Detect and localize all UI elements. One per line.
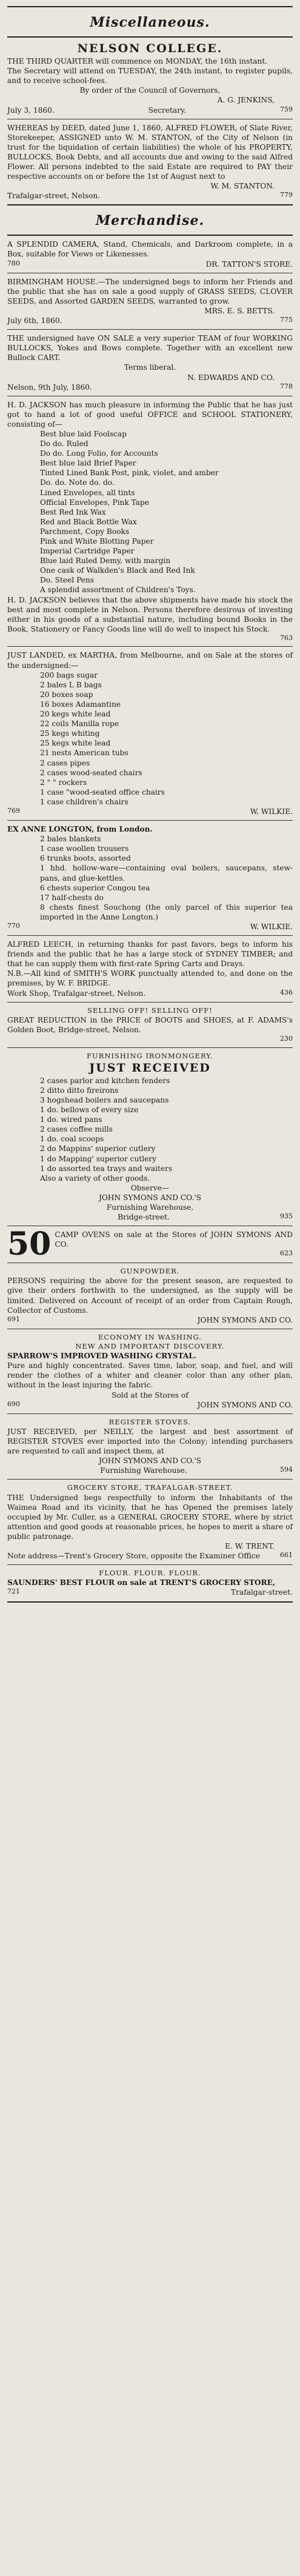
ad-number: 778 bbox=[280, 382, 293, 390]
list-item: 21 nests American tubs bbox=[40, 749, 128, 758]
ad-signer: MRS. E. S. BETTS. bbox=[204, 306, 275, 315]
list-item: 6 chests superior Congou tea bbox=[40, 883, 150, 892]
ad-title: JUST RECEIVED bbox=[89, 1061, 211, 1075]
list-item: Lined Envelopes, all tints bbox=[40, 488, 135, 497]
ad-body: H. D. JACKSON has much pleasure in informing the Public that he has just got to hand a lot of good useful OFFICE and SCHOOL STATIONERY, consisting of— bbox=[7, 400, 293, 429]
list-item: 2 cases coffee mills bbox=[40, 1125, 113, 1134]
ad-signer: N. EDWARDS AND CO. bbox=[187, 373, 275, 382]
ad-line: THE THIRD QUARTER will commence on MONDAY, the 16th instant. bbox=[7, 57, 268, 66]
list-item: 17 half-chests do bbox=[40, 893, 104, 902]
list-item: 8 chests finest Souchong (the only parcel of this superior tea imported in the Anne Longton.) bbox=[40, 903, 293, 921]
ad-birmingham-house bbox=[7, 277, 293, 325]
list-item: Do do. Long Folio, for Accounts bbox=[40, 449, 158, 458]
ad-header: FLOUR. FLOUR. FLOUR. bbox=[99, 1569, 201, 1578]
ad-number: 763 bbox=[280, 633, 293, 642]
ad-number: 230 bbox=[280, 1035, 293, 1043]
ad-body: BIRMINGHAM HOUSE.—The undersigned begs to inform her Friends and the public that she has on sale a good supply of GRASS SEEDS, CLOVER SEEDS, and Assorted GARDEN SEEDS, warranted to grow. bbox=[7, 277, 293, 305]
ad-header: GROCERY STORE, TRAFALGAR-STREET. bbox=[67, 1483, 233, 1492]
ad-sold: Sold at the Stores of bbox=[112, 1390, 188, 1400]
list-item: Pink and White Blotting Paper bbox=[40, 537, 154, 546]
divider bbox=[7, 1002, 293, 1003]
divider bbox=[7, 1601, 293, 1603]
ad-body: A SPLENDID CAMERA, Stand, Chemicals, and Darkroom complete, in a Box, suitable for Views or Likenesses. bbox=[7, 240, 293, 259]
list-item: 1 case children's chairs bbox=[40, 797, 128, 806]
ad-alfred-leech bbox=[7, 939, 293, 998]
ad-role: Secretary. bbox=[148, 105, 187, 115]
ad-subtitle: Furnishing Warehouse, bbox=[106, 1203, 194, 1212]
ad-camp-ovens bbox=[7, 1230, 293, 1259]
list-item: 200 bags sugar bbox=[40, 670, 98, 679]
ad-martha bbox=[7, 650, 293, 816]
ad-place: Work Shop, Trafalgar-street, Nelson. bbox=[7, 989, 146, 998]
ad-signer: JOHN SYMONS AND CO.'S bbox=[98, 1457, 202, 1466]
ad-big-number: 50 bbox=[7, 1230, 52, 1260]
list-item: Best blue laid Brief Paper bbox=[40, 459, 136, 468]
ad-line: The Secretary will attend on TUESDAY, the 24th instant, to register pupils, and to receive school-fees. bbox=[7, 67, 293, 85]
ad-place: Trafalgar-street, Nelson. bbox=[7, 192, 101, 201]
ad-note: N.B.—All kind of SMITH'S WORK punctually attended to, and done on the premises, by W. F. BRIDGE. bbox=[7, 969, 293, 988]
ad-number: 690 bbox=[7, 1400, 20, 1408]
ad-note: Note address—Trent's Grocery Store, opposite the Examiner Office bbox=[7, 1552, 260, 1561]
newspaper-page bbox=[7, 0, 293, 1609]
ad-signer: E. W. TRENT. bbox=[225, 1542, 275, 1551]
ad-signer: W. M. STANTON. bbox=[210, 182, 275, 191]
ad-washing-crystal bbox=[7, 1333, 293, 1410]
list-item: 22 coils Manilla rope bbox=[40, 719, 119, 729]
ad-body: Pure and highly concentrated. Saves time, labor, soap, and fuel, and will render the clothes of a whiter and cleaner color than any other plan, without in the least injuring the fabric. bbox=[7, 1361, 293, 1390]
list-item: 2 cases parlor and kitchen fenders bbox=[40, 1076, 170, 1085]
ad-number: 935 bbox=[279, 1212, 293, 1221]
ad-selling-off bbox=[7, 1006, 293, 1044]
ad-header: REGISTER STOVES. bbox=[108, 1417, 192, 1426]
ad-anne-longton bbox=[7, 824, 293, 932]
divider bbox=[7, 935, 293, 936]
ad-header: ECONOMY IN WASHING. bbox=[98, 1332, 202, 1341]
ad-signer: JOHN SYMONS AND CO. bbox=[197, 1400, 293, 1409]
section-heading-miscellaneous: Miscellaneous. bbox=[90, 15, 210, 30]
ad-number: 769 bbox=[7, 806, 20, 815]
list-item: 1 do assorted tea trays and waiters bbox=[40, 1164, 173, 1173]
ad-street: Trafalgar-street. bbox=[230, 1588, 293, 1597]
list-item: 2 bales L B bags bbox=[40, 680, 102, 689]
list-item: Imperial Cartridge Paper bbox=[40, 547, 135, 556]
ad-signer: JOHN SYMONS AND CO. bbox=[197, 1315, 293, 1324]
list-item: Do do. Ruled bbox=[40, 439, 88, 449]
ad-date: July 3, 1860. bbox=[7, 105, 55, 115]
ad-number: 721 bbox=[7, 1587, 20, 1596]
divider bbox=[7, 204, 293, 205]
ad-camera bbox=[7, 239, 293, 269]
list-item: Do. do. Note do. do. bbox=[40, 478, 115, 487]
list-item: 1 do Mapping' superior cutlery bbox=[40, 1154, 157, 1163]
ad-number: 661 bbox=[280, 1551, 293, 1560]
list-item: Official Envelopes, Pink Tape bbox=[40, 498, 150, 507]
ad-number: 759 bbox=[279, 105, 293, 113]
list-item: 1 case woollen trousers bbox=[40, 844, 129, 853]
ad-nelson-college bbox=[7, 41, 293, 115]
list-item: Also a variety of other goods. bbox=[40, 1173, 150, 1183]
list-item: Red and Black Bottle Wax bbox=[40, 517, 137, 526]
ad-body: CAMP OVENS on sale at the Stores of JOHN SYMONS AND CO. bbox=[55, 1230, 293, 1249]
list-item: Parchment, Copy Books bbox=[40, 527, 130, 536]
ad-signer: W. WILKIE. bbox=[250, 807, 293, 816]
list-item: 20 boxes soap bbox=[40, 690, 93, 699]
ad-body: JUST LANDED, ex MARTHA, from Melbourne, and on Sale at the stores of the undersigned:— bbox=[7, 651, 293, 670]
ad-header: NEW AND IMPORTANT DISCOVERY. bbox=[75, 1342, 225, 1350]
list-item: Do. Steel Pens bbox=[40, 576, 95, 585]
ad-number: 436 bbox=[280, 988, 293, 996]
ad-body: SAUNDERS' BEST FLOUR on sale at TRENT'S GROCERY STORE, bbox=[7, 1578, 276, 1587]
ad-deed bbox=[7, 123, 293, 201]
ad-date: July 6th, 1860. bbox=[7, 316, 62, 325]
ad-number: 780 bbox=[7, 259, 20, 267]
ad-number: 775 bbox=[280, 316, 293, 324]
ad-title: NELSON COLLEGE. bbox=[77, 42, 223, 55]
ad-subtitle: Furnishing Warehouse. bbox=[100, 1466, 187, 1475]
list-item: One cask of Walkden's Black and Red Ink bbox=[40, 566, 195, 575]
list-item: 6 trunks boots, assorted bbox=[40, 854, 131, 863]
ad-body: H. D. JACKSON believes that the above shipments have made his stock the best and most complete in Nelson. Persons therefore desirous of investing either in his goods of a substantial nature, including bound Books in the Book, Stationery or Fancy Goods line will do well to inspect his Stock. bbox=[7, 595, 293, 633]
ad-gunpowder bbox=[7, 1267, 293, 1325]
list-item: 2 do Mappins' superior cutlery bbox=[40, 1144, 156, 1153]
list-item: 25 kegs whiting bbox=[40, 729, 100, 738]
list-item: 25 kegs white lead bbox=[40, 739, 111, 748]
ad-date: Nelson, 9th July, 1860. bbox=[7, 382, 92, 392]
ad-body: ALFRED LEECH, in returning thanks for past favors, begs to inform his friends and the public that he has a large stock of SYDNEY TIMBER; and that he can supply them with first-rate Spring Carts and Drays. bbox=[7, 940, 293, 969]
ad-number: 691 bbox=[7, 1315, 20, 1323]
divider bbox=[7, 36, 293, 38]
divider bbox=[7, 235, 293, 236]
ad-body: PERSONS requiring the above for the present season, are requested to give their orders forthwith to the undersigned, as the supply will be limited. Delivered on Account of receipt of an order from Captain Rough, Collector of Customs. bbox=[7, 1276, 293, 1315]
ad-store: DR. TATTON'S STORE. bbox=[205, 259, 293, 269]
section-heading-merchandise: Merchandise. bbox=[95, 213, 205, 229]
list-item: 2 " " rockers bbox=[40, 778, 87, 787]
ad-line: By order of the Council of Governors, bbox=[79, 86, 221, 95]
list-item: 2 cases wood-seated chairs bbox=[40, 768, 142, 777]
ad-body: WHEREAS by DEED, dated June 1, 1860, ALFRED FLOWER, of Slate River, Storekeeper, ASSIGNED unto W. M. STANTON, of the City of Nelson (in trust for the liquidation of certain liabilities) the whole of his PROPERTY, BULLOCKS, Book Debts, and all accounts due and owing to the said Alfred Flower. All persons indebted to the said Estate are required to PAY their respective accounts on or before the 1st of August next to bbox=[7, 123, 293, 181]
ad-number: 623 bbox=[280, 1249, 293, 1258]
list-item: 1 case "wood-seated office chairs bbox=[40, 787, 165, 796]
list-item: 1 do. wired pans bbox=[40, 1115, 102, 1124]
ad-street: Bridge-street. bbox=[118, 1213, 170, 1222]
ad-number: 594 bbox=[280, 1466, 293, 1474]
ad-signer: W. WILKIE. bbox=[250, 923, 293, 931]
list-item: Blue laid Ruled Demy, with margin bbox=[40, 556, 171, 566]
ad-signer: A. G. JENKINS, bbox=[217, 96, 275, 105]
list-item: 16 boxes Adamantine bbox=[40, 699, 121, 709]
list-item: 3 hogshead boilers and saucepans bbox=[40, 1095, 169, 1104]
ad-flour bbox=[7, 1569, 293, 1597]
ad-header: GUNPOWDER. bbox=[120, 1267, 180, 1276]
ad-header: FURNISHING IRONMONGERY. bbox=[87, 1051, 213, 1060]
ad-body: JUST RECEIVED, per NEILLY, the largest and best assortment of REGISTER STOVES ever imported into the Colony; intending purchasers are requested to call and inspect them, at bbox=[7, 1427, 293, 1456]
list-item: 2 bales blankets bbox=[40, 835, 101, 844]
list-item: 1 hhd. hollow-ware—containing oval boilers, saucepans, stew-pans, and glue-kettles. bbox=[40, 864, 293, 883]
ad-terms: Terms liberal. bbox=[124, 363, 176, 372]
ad-title: SPARROW'S IMPROVED WASHING CRYSTAL. bbox=[7, 1352, 197, 1361]
divider bbox=[7, 1479, 293, 1480]
ad-observe: Observe— bbox=[130, 1183, 170, 1192]
divider bbox=[7, 1564, 293, 1565]
ad-number: 770 bbox=[7, 922, 20, 930]
divider bbox=[7, 1413, 293, 1414]
ad-grocery-store bbox=[7, 1483, 293, 1561]
ad-bullocks bbox=[7, 333, 293, 392]
divider bbox=[7, 329, 293, 330]
divider bbox=[7, 646, 293, 647]
ad-number: 779 bbox=[280, 191, 293, 199]
list-item: Best Red Ink Wax bbox=[40, 507, 106, 516]
ad-jackson-stationery bbox=[7, 400, 293, 643]
divider bbox=[7, 820, 293, 821]
ad-header: SELLING OFF! SELLING OFF! bbox=[87, 1006, 213, 1015]
list-item: 20 kegs white lead bbox=[40, 710, 111, 719]
ad-ironmongery bbox=[7, 1052, 293, 1223]
ad-register-stoves bbox=[7, 1418, 293, 1476]
ad-body: THE Undersigned begs respectfully to inform the Inhabitants of the Waimea Road and its vicinity, that he has Opened the premises lately occupied by Mr. Culler, as a GENERAL GROCERY STORE, where by strict attention and good goods at reasonable prices, he hopes to merit a share of public patronage. bbox=[7, 1493, 293, 1541]
list-item: 2 ditto ditto fireirons bbox=[40, 1086, 119, 1095]
divider bbox=[7, 6, 293, 7]
ad-body: THE undersigned have ON SALE a very superior TEAM of four WORKING BULLOCKS, Yokes and Bows complete. Together with an excellent new Bullock CART. bbox=[7, 334, 293, 362]
ad-title: EX ANNE LONGTON, from London. bbox=[7, 825, 153, 834]
ad-body: GREAT REDUCTION in the PRICE of BOOTS and SHOES, at F. ADAMS's Golden Boot, Bridge-street, Nelson. bbox=[7, 1015, 293, 1034]
list-item: 1 do. bellows of every size bbox=[40, 1106, 139, 1115]
divider bbox=[7, 1047, 293, 1048]
list-item: 2 cases pipes bbox=[40, 758, 90, 767]
list-item: Tinted Lined Bank Post, pink, violet, and amber bbox=[40, 469, 219, 478]
list-item: 1 do. coal scoops bbox=[40, 1135, 104, 1144]
list-item: Best blue laid Foolscap bbox=[40, 429, 127, 438]
ad-signer: JOHN SYMONS AND CO.'S bbox=[98, 1193, 202, 1202]
list-item: A splendid assortment of Children's Toys. bbox=[40, 586, 196, 595]
